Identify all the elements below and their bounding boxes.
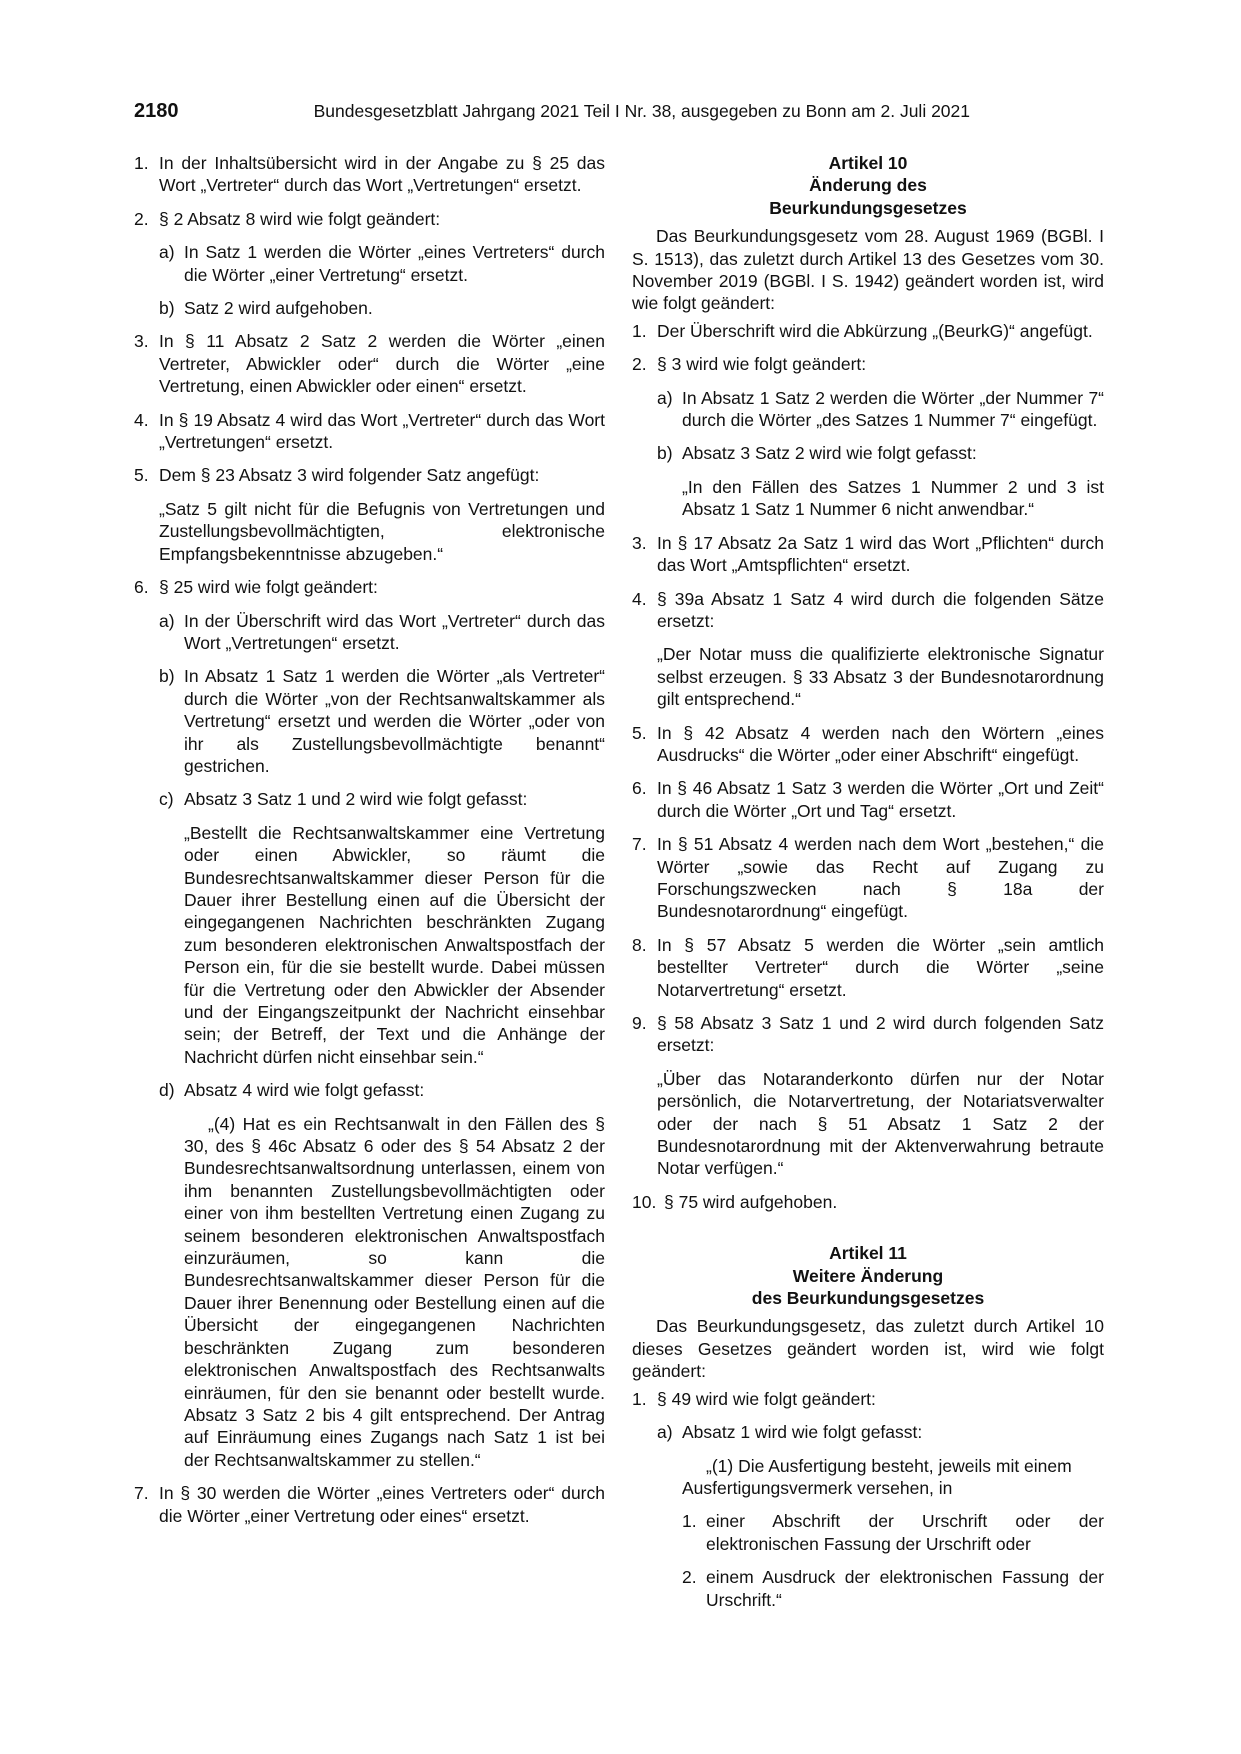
item-text: Der Überschrift wird die Abkürzung „(BeurkG)“ angefügt. [657,320,1093,341]
sub-item-text: In Absatz 1 Satz 1 werden die Wörter „als Vertreter“ durch die Wörter „von der Rechtsanwaltskammer als Vertretung“ ersetzt und werden die Wörter „oder von ihr als Zustellungsbevollmächtigte benannt“ gestrichen. [184,666,605,776]
quoted-text: „(4) Hat es ein Rechtsanwalt in den Fällen des § 30, des § 46c Absatz 6 oder des § 54 Absatz 2 der Bundesrechtsanwaltsordnung unterlassen, einem von ihm benannten Zustellungsbevollmächtigten oder einer von ihm bestellten Vertretung einen Zugang zu seinem besonderen elektronischen Anwaltspostfach einzuräumen, so kann die Bundesrechtsanwaltskammer dieser Person für die Dauer ihrer Benennung oder Bestellung einen auf die Übersicht der eingegangenen Nachrichten beschränkten Zugang zum besonderen elektronischen Anwaltspostfach des Rechtsanwalts einräumen, für den sie benannt oder bestellt wurde. Absatz 3 Satz 2 bis 4 gilt entsprechend. Der Antrag auf Einräumung eines Zugangs nach Satz 1 ist bei der Rechtsanwaltskammer zu stellen.“ [184,1113,605,1470]
sub-item-letter: d) [159,1080,175,1101]
sub-item-letter: a) [657,387,673,408]
sub-item [657,387,1104,432]
sub-item-letter: b) [159,666,175,687]
sub-item [159,241,605,286]
item-number: 6. [632,778,647,799]
article-intro: Das Beurkundungsgesetz vom 28. August 1969 (BGBl. I S. 1513), das zuletzt durch Artikel 13 des Gesetzes vom 30. November 2019 (BGBl. I S. 1942) geändert worden ist, wird wie folgt geändert: [632,226,1104,314]
sub-item [159,788,605,810]
page-header [134,100,970,126]
article-subtitle-line: Weitere Änderung [792,1265,944,1286]
sub-item-text: In Satz 1 werden die Wörter „eines Vertreters“ durch die Wörter „einer Vertretung“ ersetzt. [184,242,605,285]
item-text: In § 30 werden die Wörter „eines Vertreters oder“ durch die Wörter „einer Vertretung oder eines“ ersetzt. [159,1483,605,1526]
item-text: In § 46 Absatz 1 Satz 3 werden die Wörter „Ort und Zeit“ durch die Wörter „Ort und Tag“ ersetzt. [657,778,1104,821]
item-text: § 39a Absatz 1 Satz 4 wird durch die folgenden Sätze ersetzt: [657,588,1104,631]
item-number: 5. [134,465,149,486]
item-number: 2. [134,208,149,229]
sub-item-letter: c) [159,789,174,810]
page-number: 2180 [134,100,179,122]
item-text: In § 57 Absatz 5 werden die Wörter „sein amtlich bestellter Vertreter“ durch die Wörter „seine Notarvertretung“ ersetzt. [657,934,1104,1000]
article-subtitle-line: Änderung des [809,175,927,196]
item-number: 1. [134,153,149,173]
item-number: 10. [632,1191,657,1212]
quoted-text: „Über das Notaranderkonto dürfen nur der Notar persönlich, die Notarvertretung, der Notariatsverwalter oder der nach § 51 Absatz 1 Satz 2 der Bundesnotarordnung mit der Aktenverwahrung betraute Notar verfügen.“ [657,1068,1104,1179]
item-text: § 75 wird aufgehoben. [664,1191,838,1212]
article-subtitle [632,174,1104,219]
sub-item-letter: b) [159,298,175,319]
quoted-text: „(1) Die Ausfertigung besteht, jeweils mit einem Ausfertigungsvermerk versehen, in [682,1455,1072,1498]
sub-item-letter: a) [657,1422,673,1443]
item-text: § 49 wird wie folgt geändert: [657,1388,876,1409]
item-number: 2. [682,1567,697,1588]
item-number: 4. [632,588,647,609]
item-text: In § 17 Absatz 2a Satz 1 wird das Wort „Pflichten“ durch das Wort „Amtspflichten“ ersetzt. [657,532,1104,576]
list-item [134,464,605,486]
article-title: Artikel 10 [828,153,908,173]
item-number: 6. [134,577,149,598]
item-text: In § 11 Absatz 2 Satz 2 werden die Wörter „einen Vertreter, Abwickler oder“ durch die Wörter „eine Vertretung, einen Abwickler oder einen“ ersetzt. [159,331,605,397]
item-number: 9. [632,1013,647,1033]
left-column [134,152,605,1538]
item-text: In der Inhaltsübersicht wird in der Angabe zu § 25 das Wort „Vertreter“ durch das Wort „Vertretungen“ ersetzt. [159,153,605,196]
list-item [134,576,605,598]
list-item [134,208,605,230]
article-title: Artikel 11 [829,1243,907,1264]
list-item [632,588,1104,633]
list-item [632,777,1104,822]
item-number: 4. [134,409,149,430]
item-number: 3. [134,331,149,352]
sub-item-text: Absatz 1 wird wie folgt gefasst: [682,1422,923,1443]
sub-item [657,442,1104,464]
item-number: 1. [632,320,647,341]
sub-item-letter: a) [159,242,175,263]
list-item [632,532,1104,577]
item-text: § 58 Absatz 3 Satz 1 und 2 wird durch folgenden Satz ersetzt: [657,1013,1104,1056]
article-subtitle-line: Beurkundungsgesetzes [769,197,967,218]
article-intro: Das Beurkundungsgesetz, das zuletzt durch Artikel 10 dieses Gesetzes geändert worden ist, wird wie folgt geändert: [632,1316,1104,1382]
sub-item-text: In Absatz 1 Satz 2 werden die Wörter „der Nummer 7“ durch die Wörter „des Satzes 1 Nummer 7“ eingefügt. [682,387,1104,431]
item-number: 2. [632,354,647,375]
sub-item-text: Absatz 4 wird wie folgt gefasst: [184,1080,425,1101]
sub-item-letter: b) [657,443,673,464]
item-text: § 25 wird wie folgt geändert: [159,577,378,598]
item-text: § 3 wird wie folgt geändert: [657,354,867,375]
item-text: In § 19 Absatz 4 wird das Wort „Vertreter“ durch das Wort „Vertretungen“ ersetzt. [159,409,605,453]
list-item [632,1191,1104,1213]
item-number: 1. [682,1511,697,1532]
item-number: 3. [632,532,647,553]
list-item [632,1388,1104,1410]
item-number: 7. [632,834,647,855]
list-item [632,353,1104,375]
sub-item-text: Satz 2 wird aufgehoben. [184,298,373,319]
running-head: Bundesgesetzblatt Jahrgang 2021 Teil I Nr. 38, ausgegeben zu Bonn am 2. Juli 2021 [313,101,970,121]
sub-item-text: Absatz 3 Satz 1 und 2 wird wie folgt gefasst: [184,789,528,810]
list-item [632,722,1104,767]
right-column [632,152,1104,1622]
item-text: § 2 Absatz 8 wird wie folgt geändert: [159,208,441,229]
item-text: In § 42 Absatz 4 werden nach den Wörtern „eines Ausdrucks“ die Wörter „oder einer Abschrift“ eingefügt. [657,722,1104,765]
sub-item [159,1079,605,1101]
item-number: 5. [632,722,647,743]
item-text: einer Abschrift der Urschrift oder der elektronischen Fassung der Urschrift oder [706,1511,1104,1554]
sub-item [159,610,605,655]
list-item [632,833,1104,923]
sub-item [159,297,605,319]
list-item [632,320,1104,342]
item-number: 8. [632,934,647,955]
list-item [632,1012,1104,1057]
sub-item [159,665,605,777]
sub-item-text: In der Überschrift wird das Wort „Vertreter“ durch das Wort „Vertretungen“ ersetzt. [184,610,605,653]
sub-item [657,1421,1104,1443]
article-subtitle [632,1265,1104,1310]
item-text: In § 51 Absatz 4 werden nach dem Wort „bestehen,“ die Wörter „sowie das Recht auf Zugang zu Forschungszwecken nach § 18a der Bundesnotarordnung“ eingefügt. [657,834,1104,922]
item-number: 1. [632,1388,647,1409]
quoted-text: „Der Notar muss die qualifizierte elektronische Signatur selbst erzeugen. § 33 Absatz 3 der Bundesnotarordnung gilt entsprechend.“ [657,644,1104,710]
list-item [134,152,605,197]
quoted-text: „Bestellt die Rechtsanwaltskammer eine Vertretung oder einen Abwickler, so räumt die Bundesrechtsanwaltskammer dieser Person für die Dauer ihrer Bestellung einen auf die Übersicht der eingegangenen Nachrichten beschränkten Zugang zum besonderen elektronischen Anwaltspostfach der Person ein, für die sie bestellt wurde. Dabei müssen für die Vertretung oder den Abwickler der Absender und der Eingangszeitpunkt der Nachricht einsehbar sein; der Betreff, der Text und die Anhänge der Nachricht dürfen nicht einsehbar sein.“ [184,822,605,1067]
sub-item-letter: a) [159,610,175,631]
list-item [134,1482,605,1527]
list-item [134,330,605,397]
article-subtitle-line: des Beurkundungsgesetzes [751,1288,985,1309]
item-text: Dem § 23 Absatz 3 wird folgender Satz angefügt: [159,465,540,486]
item-number: 7. [134,1483,149,1504]
item-text: einem Ausdruck der elektronischen Fassung der Urschrift.“ [706,1567,1104,1610]
spacer [632,1224,1104,1242]
quoted-list-item [682,1510,1104,1555]
list-item [632,934,1104,1001]
quoted-text: „In den Fällen des Satzes 1 Nummer 2 und 3 ist Absatz 1 Satz 1 Nummer 6 nicht anwendbar.“ [682,476,1104,520]
sub-item-text: Absatz 3 Satz 2 wird wie folgt gefasst: [682,443,977,464]
list-item [134,409,605,454]
quoted-list-item [682,1566,1104,1611]
quoted-text: „Satz 5 gilt nicht für die Befugnis von Vertretungen und Zustellungsbevollmächtigten, elektronische Empfangsbekenntnisse abzugeben.“ [159,498,605,564]
